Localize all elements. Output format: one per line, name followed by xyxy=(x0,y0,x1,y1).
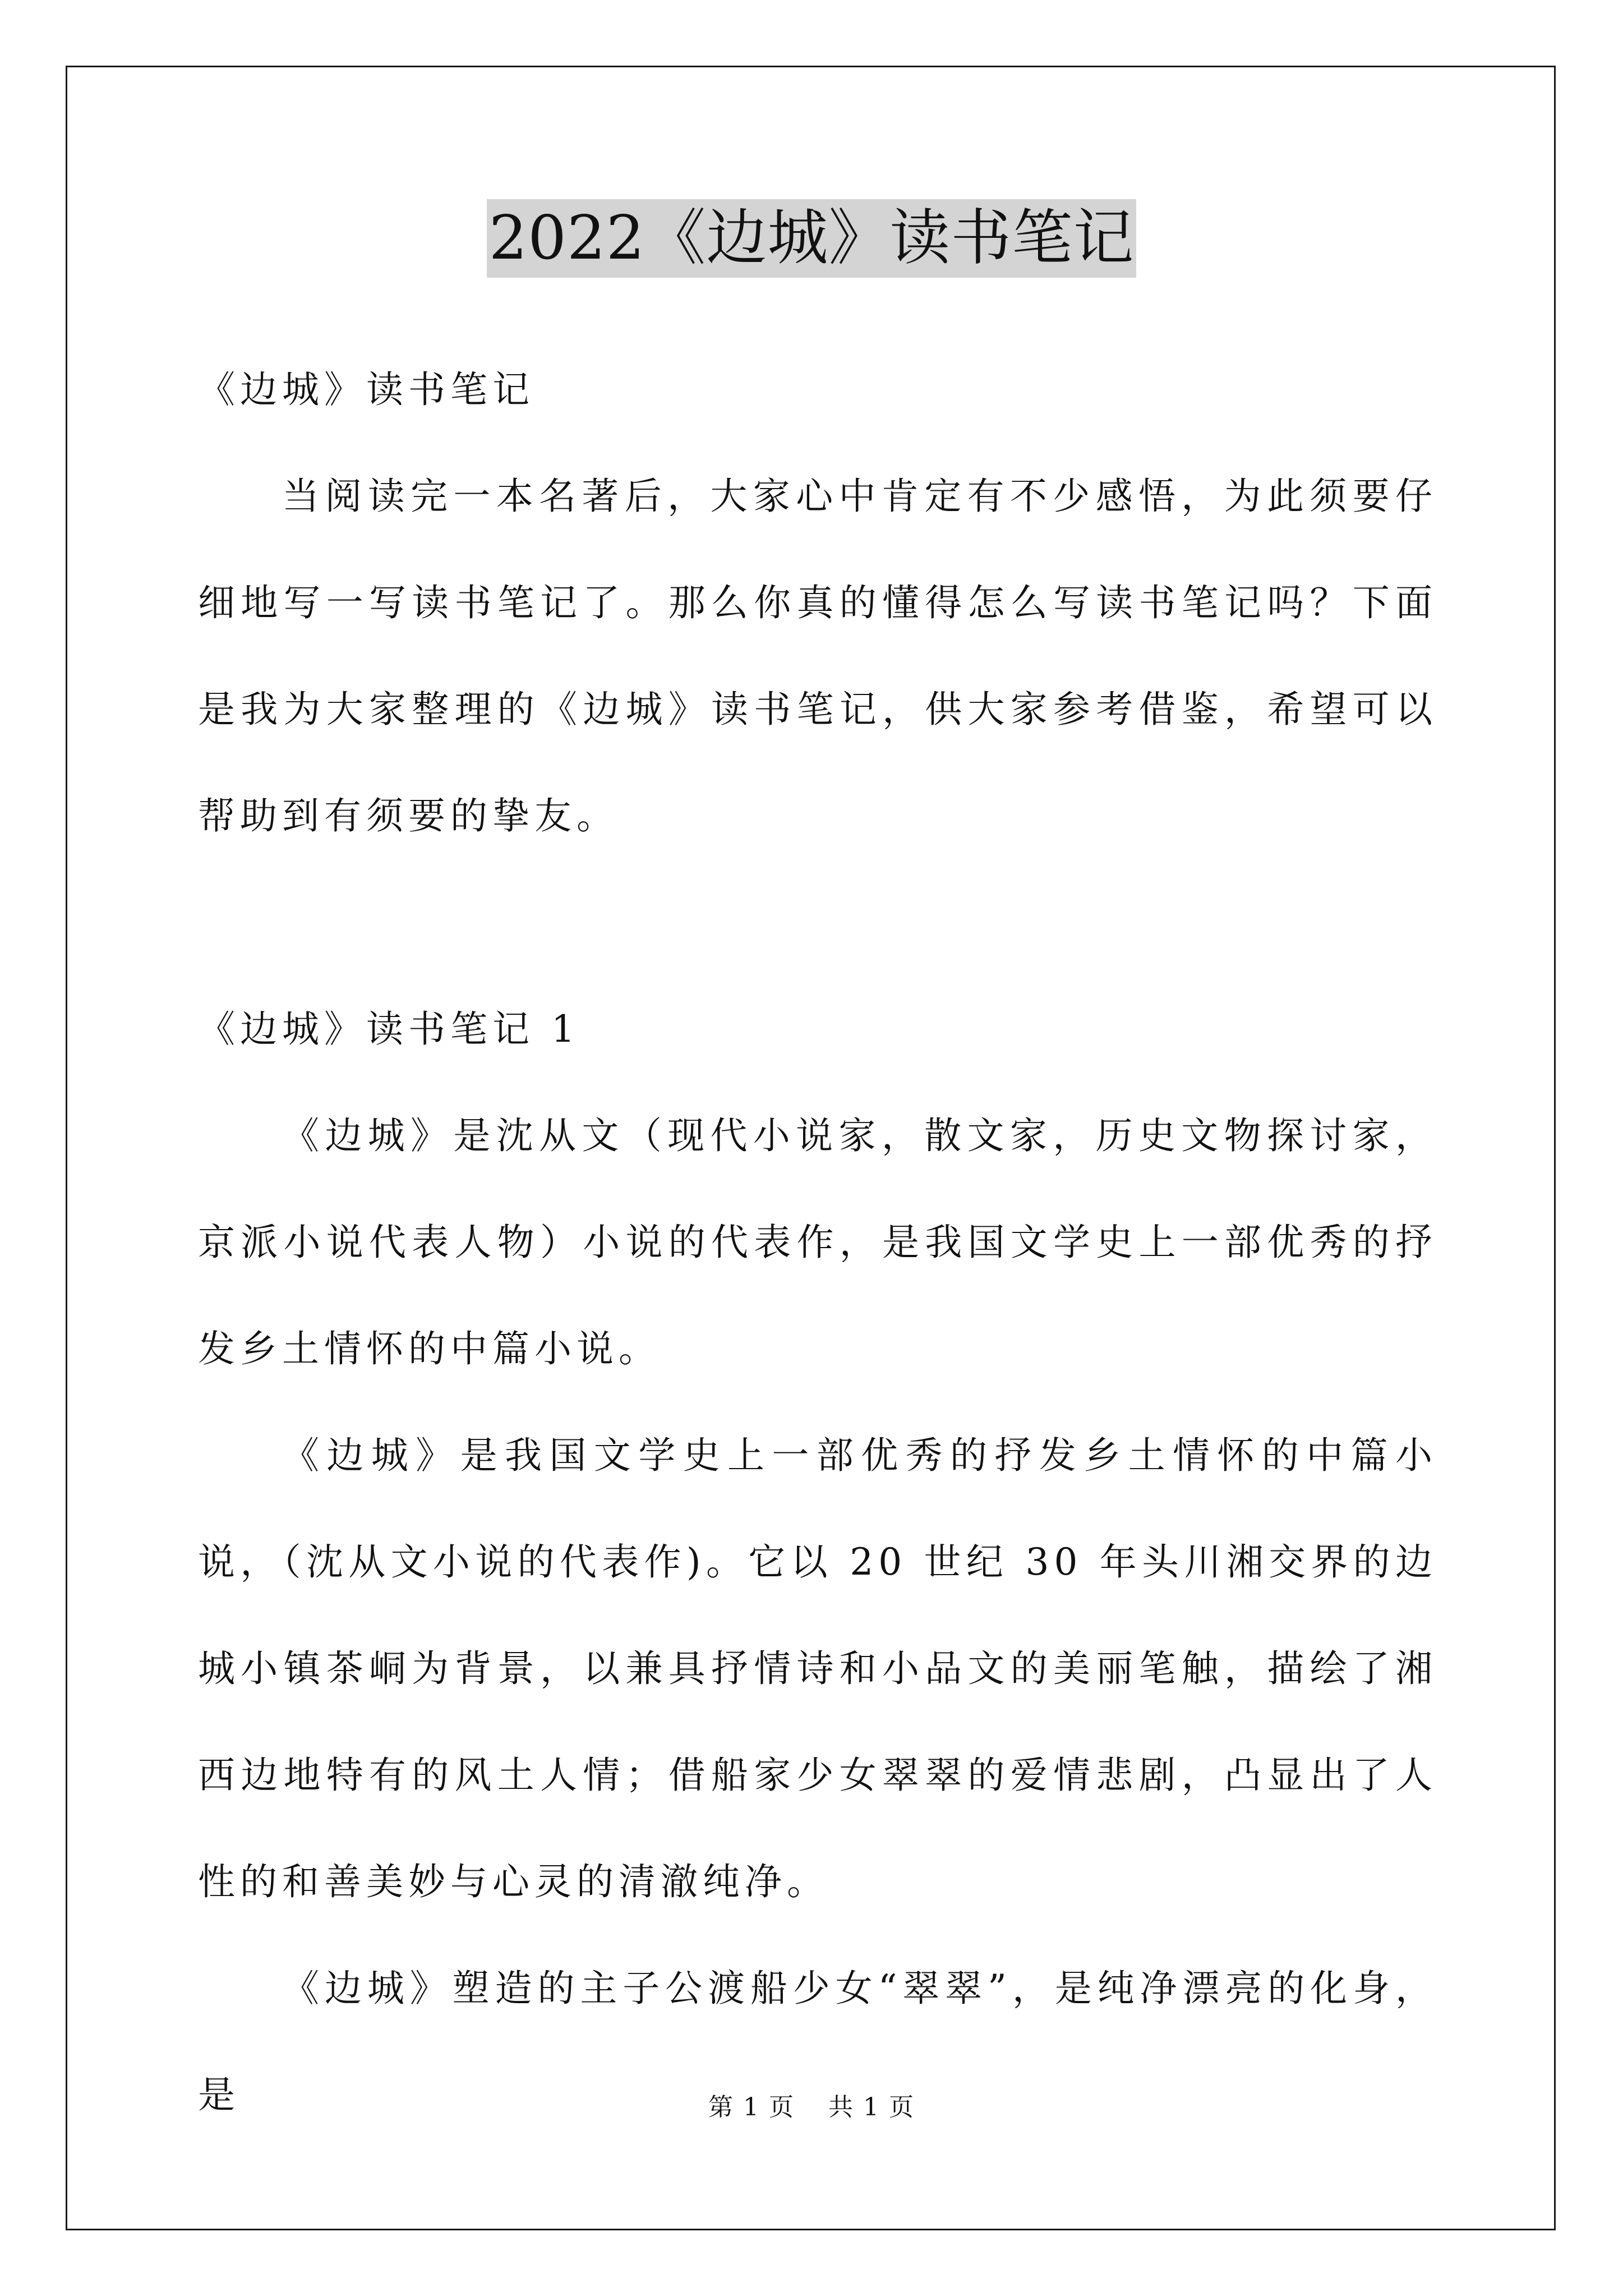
document-title: 2022《边城》读书笔记 xyxy=(487,199,1137,278)
body-paragraph-1: 《边城》是沈从文（现代小说家，散文家，历史文物探讨家，京派小说代表人物）小说的代表作，是我国文学史上一部优秀的抒发乡土情怀的中篇小说。 xyxy=(198,1114,1437,1370)
page-footer xyxy=(0,2087,1623,2123)
intro-paragraph: 当阅读完一本名著后，大家心中肯定有不少感悟，为此须要仔细地写一写读书笔记了。那么你真的懂得怎么写读书笔记吗？下面是我为大家整理的《边城》读书笔记，供大家参考借鉴，希望可以帮助到有须要的挚友。 xyxy=(198,475,1437,838)
page-total: 共 1 页 xyxy=(828,2093,915,2122)
document-body xyxy=(198,337,1437,2148)
body-paragraph-3: 《边城》塑造的主子公渡船少女“翠翠”，是纯净漂亮的化身，是 xyxy=(198,1967,1437,2116)
section-spacer xyxy=(198,869,1437,976)
page-number: 第 1 页 xyxy=(708,2093,795,2122)
title-container xyxy=(0,199,1623,278)
body-paragraph-2: 《边城》是我国文学史上一部优秀的抒发乡土情怀的中篇小说，（沈从文小说的代表作)。它以 20 世纪 30 年头川湘交界的边城小镇茶峒为背景，以兼具抒情诗和小品文的美丽笔触，描绘了湘西边地特有的风土人情；借船家少女翠翠的爱情悲剧，凸显出了人性的和善美妙与心灵的清澈纯净。 xyxy=(198,1434,1437,1903)
subtitle: 《边城》读书笔记 xyxy=(198,368,534,411)
section-heading: 《边城》读书笔记 1 xyxy=(198,1007,580,1051)
